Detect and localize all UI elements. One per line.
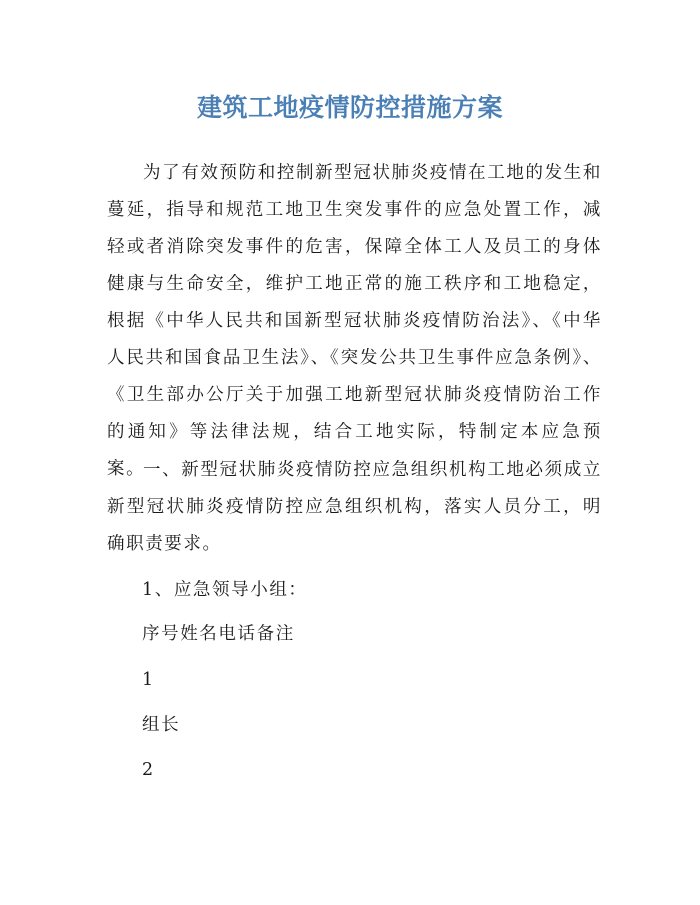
organization-paragraph: 一、新型冠状肺炎疫情防控应急组织机构工地必须成立新型冠状肺炎疫情防控应急组织机构，落实人员分工，明确职责要求。 bbox=[107, 460, 602, 554]
section-heading: 1、应急领导小组： bbox=[142, 580, 308, 600]
table-header: 序号姓名电话备注 bbox=[142, 624, 295, 644]
row-role: 组长 bbox=[142, 715, 181, 735]
intro-paragraph: 为了有效预防和控制新型冠状肺炎疫情在工地的发生和蔓延，指导和规范工地卫生突发事件的应急处置工作，减轻或者消除突发事件的危害，保障全体工人及员工的身体健康与生命安全，维护工地正常的施工秩序和工地稳定，根据《中华人民共和国新型冠状肺炎疫情防治法》、《中华人民共和国食品卫生法》、《突发公共卫生事件应急条例》、《卫生部办公厅关于加强工地新型冠状肺炎疫情防治工作的通知》等法律法规，结合工地实际，特制定本应急预案。 bbox=[107, 163, 602, 479]
document-title: 建筑工地疫情防控措施方案 bbox=[196, 93, 503, 122]
row-number: 2 bbox=[142, 760, 155, 780]
row-number: 1 bbox=[142, 670, 155, 690]
